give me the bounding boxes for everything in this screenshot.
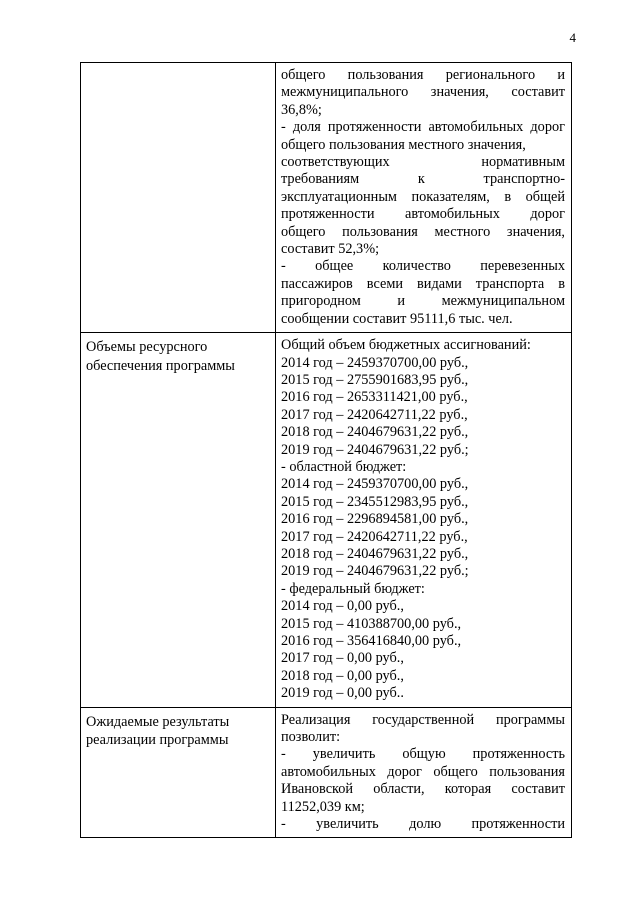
text-line: общего пользования регионального и (281, 67, 565, 83)
text-line: 2016 год – 2653311421,00 руб., (281, 389, 468, 406)
text-line: Реализация государственной программы (281, 711, 565, 728)
value-cell (276, 707, 572, 838)
text-line: 2019 год – 2404679631,22 руб.; (281, 563, 469, 580)
text-line: 2014 год – 2459370700,00 руб., (281, 354, 469, 371)
label-cell (81, 707, 276, 838)
text-line: 2016 год – 356416840,00 руб., (281, 633, 462, 649)
text-line: - федеральный бюджет: (281, 580, 425, 597)
text-line: пригородном и межмуниципальном (281, 293, 565, 310)
targets-continuation-row (81, 63, 572, 333)
text-line: 2014 год – 2459370700,00 руб., (281, 476, 469, 493)
text-line: общего пользования местного значения, (281, 136, 526, 153)
page-number: 4 (569, 30, 576, 45)
text-line: сообщении составит 95111,6 тыс. чел. (281, 310, 513, 327)
text-line: 2015 год – 2755901683,95 руб., (281, 371, 469, 388)
text-line: 36,8%; (281, 101, 322, 118)
text-line: 2018 год – 2404679631,22 руб., (281, 424, 469, 441)
text-line: общего пользования местного значения, (281, 223, 565, 240)
label-line: обеспечения программы (86, 357, 235, 374)
text-line: 11252,039 км; (281, 798, 365, 815)
text-line: Ивановской области, которая составит (281, 781, 565, 798)
label-cell (81, 333, 276, 708)
text-line: 2019 год – 2404679631,22 руб.; (281, 441, 469, 458)
text-line: 2017 год – 2420642711,22 руб., (281, 406, 468, 423)
text-line: межмуниципального значения, составит (281, 84, 565, 101)
text-line: Общий объем бюджетных ассигнований: (281, 337, 531, 354)
text-line: - областной бюджет: (281, 458, 407, 475)
text-line: 2014 год – 0,00 руб., (281, 598, 404, 615)
label-line: Объемы ресурсного (86, 339, 208, 356)
expected-results-row (81, 707, 572, 838)
label-line: реализации программы (86, 732, 229, 749)
value-cell (276, 63, 572, 333)
text-line: - увеличить общую протяженность (281, 746, 565, 763)
text-line: 2019 год – 0,00 руб.. (281, 685, 404, 702)
text-line: - увеличить долю протяженности (281, 816, 565, 833)
text-line: 2015 год – 410388700,00 руб., (281, 615, 462, 632)
text-line: протяженности автомобильных дорог (281, 206, 565, 223)
text-line: пассажиров всеми видами транспорта в (281, 275, 565, 292)
text-line: 2016 год – 2296894581,00 руб., (281, 511, 469, 528)
text-line: требованиям к транспортно- (281, 171, 565, 188)
label-line: Ожидаемые результаты (86, 713, 230, 730)
passport-table (80, 62, 572, 838)
value-cell (276, 333, 572, 708)
text-line: соответствующих нормативным (281, 154, 565, 171)
text-line: - общее количество перевезенных (281, 258, 565, 275)
text-line: - доля протяженности автомобильных дорог (281, 119, 565, 136)
text-line: позволит: (281, 729, 341, 746)
text-line: 2018 год – 0,00 руб., (281, 667, 404, 684)
text-line: автомобильных дорог общего пользования (281, 763, 565, 780)
text-line: 2015 год – 2345512983,95 руб., (281, 493, 469, 510)
text-line: 2017 год – 0,00 руб., (281, 650, 404, 667)
text-line: эксплуатационным показателям, в общей (281, 188, 565, 205)
label-cell (81, 63, 276, 333)
text-line: 2017 год – 2420642711,22 руб., (281, 528, 468, 545)
text-line: 2018 год – 2404679631,22 руб., (281, 545, 469, 562)
resource-provision-row (81, 333, 572, 708)
text-line: составит 52,3%; (281, 241, 380, 258)
